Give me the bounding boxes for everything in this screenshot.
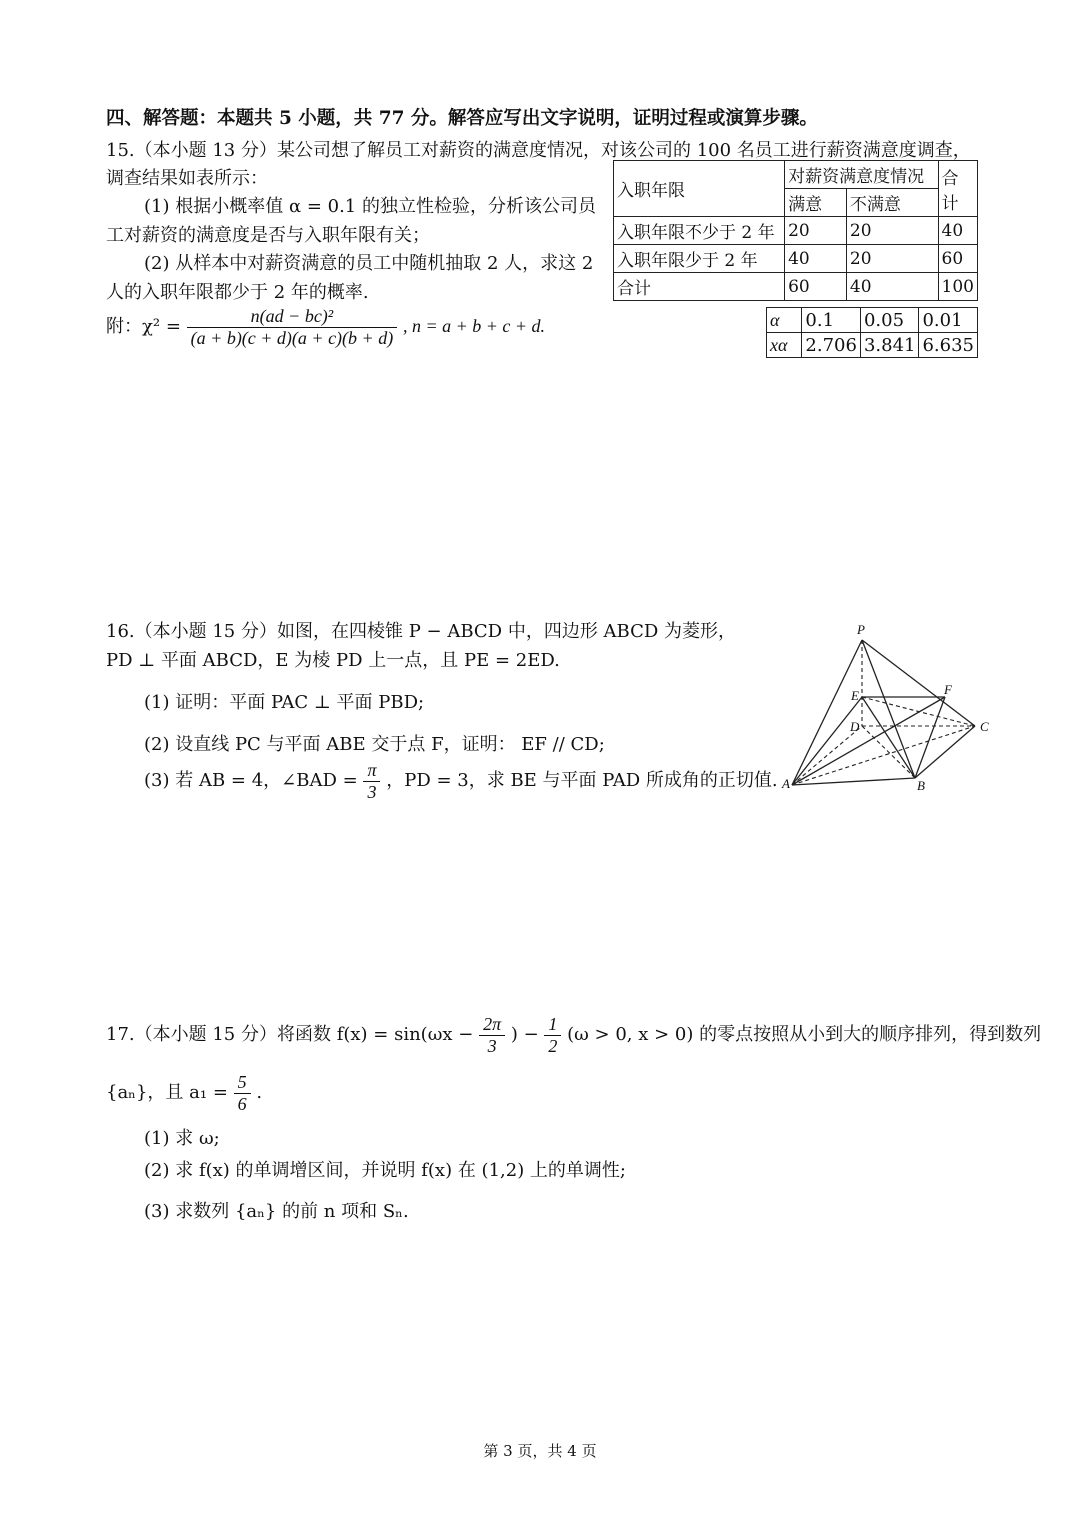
table-row <box>614 217 978 245</box>
table-cell: 0.01 <box>919 308 978 333</box>
q15-part1-a: (1) 根据小概率值 α = 0.1 的独立性检验，分析该公司员 <box>144 196 596 217</box>
pyramid-figure <box>780 618 1000 798</box>
two-pi-over-3 <box>479 1014 505 1056</box>
q17-part1: (1) 求 ω; <box>144 1128 220 1149</box>
critical-value-table <box>766 307 978 358</box>
table-row <box>614 245 978 273</box>
q17-line2-b: . <box>256 1082 263 1104</box>
q15-part1-b: 工对薪资的满意度是否与入职年限有关； <box>106 225 430 246</box>
table-cell: 60 <box>785 273 847 301</box>
segment-ec-hidden <box>862 697 975 726</box>
diagonal-bd-hidden <box>862 726 915 778</box>
pi-over-3 <box>363 760 380 802</box>
header-years: 入职年限 <box>614 161 785 217</box>
table-cell: 40 <box>938 217 977 245</box>
table-cell: 入职年限少于 2 年 <box>614 245 785 273</box>
five-sixths <box>234 1072 251 1114</box>
label-c: C <box>980 719 989 734</box>
frac-denominator: 6 <box>237 1093 247 1114</box>
frac-numerator: 1 <box>544 1014 561 1036</box>
table-cell: 60 <box>938 245 977 273</box>
q16-part2: (2) 设直线 PC 与平面 ABE 交于点 F，证明： EF // CD; <box>144 734 605 755</box>
label-a: A <box>782 776 790 791</box>
q17-part2: (2) 求 f(x) 的单调增区间，并说明 f(x) 在 (1,2) 上的单调性; <box>144 1160 626 1181</box>
one-half <box>544 1014 561 1056</box>
formula-suffix: , n = a + b + c + d. <box>402 316 546 337</box>
table-cell: 20 <box>846 217 938 245</box>
table-cell: 2.706 <box>802 333 861 358</box>
chi-square-formula <box>106 306 545 348</box>
table-cell: 20 <box>785 217 847 245</box>
table-cell: 40 <box>846 273 938 301</box>
alpha-label: α <box>767 308 802 333</box>
q15-part2-a: (2) 从样本中对薪资满意的员工中随机抽取 2 人，求这 2 <box>144 253 594 274</box>
table-cell: 入职年限不少于 2 年 <box>614 217 785 245</box>
q17-line1-a: 17.（本小题 15 分）将函数 f(x) = sin(ωx − <box>106 1024 474 1046</box>
edge-pa <box>792 640 862 785</box>
label-p: P <box>857 622 865 637</box>
frac-numerator: 5 <box>234 1072 251 1094</box>
table-cell: 0.05 <box>860 308 919 333</box>
frac-numerator: π <box>363 760 380 782</box>
table-row <box>767 308 978 333</box>
formula-fraction <box>187 306 398 348</box>
segment-ae <box>792 697 862 785</box>
label-e: E <box>851 688 859 703</box>
table-cell: 3.841 <box>860 333 919 358</box>
q17-line1 <box>106 1014 1041 1056</box>
frac-denominator: 3 <box>367 781 377 802</box>
q16-part3-b: ，PD = 3，求 BE 与平面 PAD 所成角的正切值. <box>386 770 778 792</box>
label-b: B <box>917 778 925 793</box>
q16-part3-a: (3) 若 AB = 4，∠BAD = <box>144 770 358 792</box>
edge-ad-hidden <box>792 726 862 785</box>
header-satisfied: 满意 <box>785 189 847 217</box>
frac-denominator: 2 <box>548 1035 558 1056</box>
x-alpha-label: xα <box>767 333 802 358</box>
survey-table <box>613 160 978 301</box>
formula-denominator: (a + b)(c + d)(a + c)(b + d) <box>190 327 394 348</box>
table-header-row <box>614 161 978 189</box>
q17-part3: (3) 求数列 {aₙ} 的前 n 项和 Sₙ. <box>144 1201 409 1222</box>
q15-part2-b: 人的入职年限都少于 2 年的概率. <box>106 282 369 303</box>
label-d: D <box>850 719 860 734</box>
header-unsatisfied: 不满意 <box>846 189 938 217</box>
header-total: 合计 <box>938 161 977 217</box>
table-row <box>614 273 978 301</box>
edge-ab <box>792 778 915 785</box>
q17-line2-a: {aₙ}，且 a₁ = <box>106 1082 228 1104</box>
q15-line2: 调查结果如表所示： <box>106 168 268 189</box>
q17-line1-c: (ω > 0, x > 0) 的零点按照从小到大的顺序排列，得到数列 <box>567 1024 1042 1046</box>
formula-numerator: n(ad − bc)² <box>187 306 398 328</box>
q16-line2: PD ⊥ 平面 ABCD，E 为棱 PD 上一点，且 PE = 2ED. <box>106 650 560 671</box>
q15-line1: 15.（本小题 13 分）某公司想了解员工对薪资的满意度情况，对该公司的 100 名员工进行薪资满意度调查， <box>106 140 971 161</box>
q16-line1: 16.（本小题 15 分）如图，在四棱锥 P − ABCD 中，四边形 ABCD 为菱形， <box>106 621 737 642</box>
q17-line2 <box>106 1072 262 1114</box>
diagonal-ac-hidden <box>792 726 975 785</box>
section-title: 四、解答题：本题共 5 小题，共 77 分。解答应写出文字说明，证明过程或演算步骤。 <box>106 108 818 129</box>
frac-denominator: 3 <box>487 1035 497 1056</box>
table-cell: 0.1 <box>802 308 861 333</box>
q16-part1: (1) 证明：平面 PAC ⊥ 平面 PBD; <box>144 692 425 713</box>
table-cell: 100 <box>938 273 977 301</box>
label-f: F <box>944 682 952 697</box>
table-cell: 40 <box>785 245 847 273</box>
table-cell: 合计 <box>614 273 785 301</box>
table-cell: 6.635 <box>919 333 978 358</box>
page-number: 第 3 页，共 4 页 <box>483 1442 597 1460</box>
header-satisfaction: 对薪资满意度情况 <box>785 161 938 189</box>
frac-numerator: 2π <box>479 1014 505 1036</box>
q17-line1-b: ) − <box>510 1024 539 1046</box>
q16-part3 <box>144 760 778 802</box>
formula-prefix: 附：χ² = <box>106 316 181 338</box>
table-row <box>767 333 978 358</box>
table-cell: 20 <box>846 245 938 273</box>
